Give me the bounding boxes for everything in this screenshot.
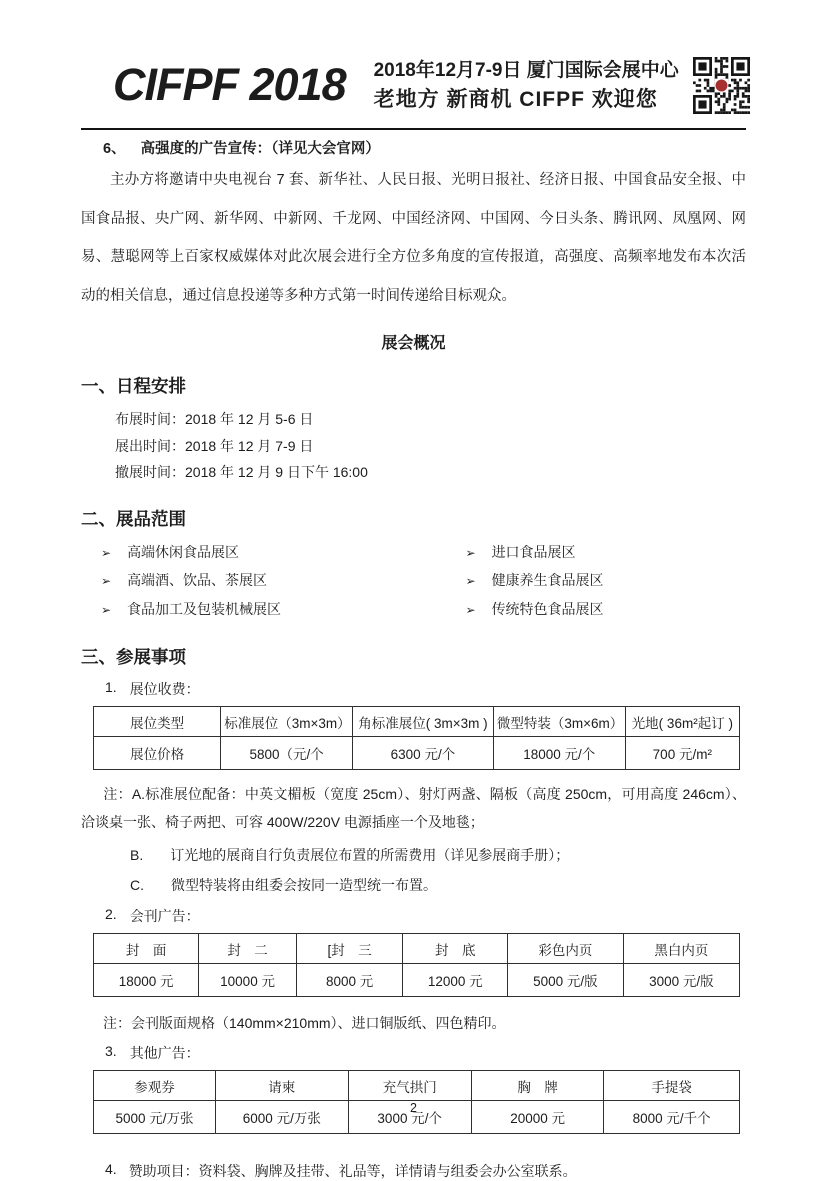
- table-cell: 展位价格: [94, 737, 221, 770]
- table-row: [94, 934, 740, 964]
- table-cell: 10000 元: [199, 964, 297, 997]
- note-label: C.: [130, 877, 144, 893]
- booth-fee-label: [81, 679, 746, 699]
- header-cell: 手提袋: [604, 1071, 740, 1101]
- header-cell: 封 底: [403, 934, 508, 964]
- qr-code-icon: [693, 57, 750, 114]
- table-cell: 5000 元/万张: [94, 1101, 216, 1134]
- note-text: 微型特装将由组委会按同一造型统一布置。: [171, 877, 437, 893]
- scope-label: 进口食品展区: [491, 543, 576, 560]
- note-label: B.: [130, 847, 144, 863]
- table-row: [94, 1071, 740, 1101]
- item-number: 2.: [105, 906, 117, 922]
- event-date-venue: 2018年12月7-9日 厦门国际会展中心: [373, 60, 679, 81]
- header-cell: 黑白内页: [623, 934, 739, 964]
- item-number: 4.: [105, 1161, 117, 1177]
- schedule-item: 布展时间：2018 年 12 月 5-6 日: [115, 411, 314, 427]
- promo-number: 6、: [103, 141, 126, 157]
- header-cell: 角标准展位( 3m×3m ): [353, 707, 494, 737]
- scope-item: [101, 539, 424, 568]
- promo-body: 主办方将邀请中央电视台 7 套、新华社、人民日报、光明日报社、经济日报、中国食品安全报、中国食品报、央广网、新华网、中新网、千龙网、中国经济网、中国网、今日头条、腾讯网、凤凰网、网易、慧聪网等上百家权威媒体对此次展会进行全方位多角度的宣传报道，高强度、高频率地发布本次活动的相关信息，通过信息投递等多种方式第一时间传递给目标观众。: [81, 172, 746, 304]
- schedule-item: 撤展时间：2018 年 12 月 9 日下午 16:00: [115, 464, 368, 480]
- booth-price-table: [93, 706, 740, 770]
- header-cell: 光地( 36m²起订 ): [625, 707, 739, 737]
- header-cell: 参观券: [94, 1071, 216, 1101]
- participation-heading: 三、参展事项: [81, 647, 186, 667]
- item-text: 展位收费：: [129, 681, 200, 697]
- promo-title: 高强度的广告宣传：（详见大会官网）: [140, 141, 380, 157]
- arrow-bullet-icon: ➢: [465, 545, 476, 560]
- table-cell: 18000 元/个: [493, 737, 625, 770]
- scope-item: [424, 539, 747, 568]
- header-cell: 封 二: [199, 934, 297, 964]
- overview-title: 展会概况: [381, 335, 446, 352]
- magazine-ad-table: [93, 933, 740, 997]
- table-cell: 18000 元: [94, 964, 199, 997]
- booth-note-a: 注：A.标准展位配备：中英文楣板（宽度 25cm）、射灯两盏、隔板（高度 250cm，可用高度 246cm）、洽谈桌一张、椅子两把、可容 400W/220V 电源插座一个及地毯；: [81, 786, 746, 830]
- table-cell: 20000 元: [471, 1101, 603, 1134]
- scope-heading: 二、展品范围: [81, 508, 186, 529]
- schedule-list: [81, 406, 746, 486]
- header-cell: [封 三: [296, 934, 403, 964]
- table-row: [94, 737, 740, 770]
- table-cell: 6300 元/个: [353, 737, 494, 770]
- page-number: 2: [410, 1101, 417, 1115]
- event-tagline: 老地方 新商机 CIFPF 欢迎您: [373, 88, 658, 111]
- other-ad-label: [81, 1043, 746, 1063]
- scope-item: [424, 567, 747, 596]
- item-text: 赞助项目：资料袋、胸牌及挂带、礼品等，详情请与组委会办公室联系。: [128, 1163, 577, 1179]
- booth-note-b: [81, 845, 746, 866]
- table-cell: 8000 元: [296, 964, 403, 997]
- header-cell: 封 面: [94, 934, 199, 964]
- note-text: 订光地的展商自行负责展位布置的所需费用（详见参展商手册）；: [170, 847, 570, 863]
- booth-note-c: [81, 875, 746, 896]
- scope-list: [81, 539, 746, 625]
- header-cell: 请柬: [216, 1071, 348, 1101]
- scope-label: 高端酒、饮品、茶展区: [127, 572, 268, 588]
- table-cell: 3000 元/版: [623, 964, 739, 997]
- header-cell: 彩色内页: [508, 934, 624, 964]
- table-cell: 5000 元/版: [508, 964, 624, 997]
- header-cell: 微型特装（3m×6m）: [493, 707, 625, 737]
- cifpf-logo: CIFPF 2018: [113, 59, 346, 110]
- scope-label: 传统特色食品展区: [491, 600, 604, 617]
- promo-heading: [81, 137, 746, 158]
- header-cell: 胸 牌: [471, 1071, 603, 1101]
- table-cell: 6000 元/万张: [216, 1101, 348, 1134]
- arrow-bullet-icon: ➢: [101, 545, 112, 560]
- table-row: [94, 964, 740, 997]
- schedule-item: 展出时间：2018 年 12 月 7-9 日: [115, 437, 314, 454]
- magazine-ad-label: [81, 906, 746, 926]
- scope-label: 高端休闲食品展区: [127, 543, 240, 560]
- item-text: 其他广告：: [129, 1045, 200, 1061]
- item-number: 1.: [105, 679, 117, 695]
- table-cell: 8000 元/千个: [604, 1101, 740, 1134]
- header-cell: 标准展位（3m×3m）: [221, 707, 353, 737]
- sponsor-item: [81, 1161, 746, 1181]
- scope-item: [101, 596, 424, 625]
- header-divider: [81, 128, 746, 130]
- scope-item: [101, 567, 424, 596]
- header-cell: 充气拱门: [348, 1071, 471, 1101]
- table-cell: 3000 元/个: [348, 1101, 471, 1134]
- header-info: [374, 56, 679, 114]
- scope-item: [424, 596, 747, 625]
- table-row: [94, 707, 740, 737]
- arrow-bullet-icon: ➢: [465, 574, 476, 588]
- table-cell: 5800（元/个: [221, 737, 353, 770]
- item-number: 3.: [105, 1043, 117, 1059]
- scope-label: 健康养生食品展区: [491, 572, 604, 588]
- arrow-bullet-icon: ➢: [101, 602, 112, 617]
- table-cell: 12000 元: [403, 964, 508, 997]
- header-cell: 展位类型: [94, 707, 221, 737]
- page-header: [81, 0, 746, 114]
- schedule-heading: 一、日程安排: [81, 376, 186, 396]
- magazine-note: 注：会刊版面规格（140mm×210mm）、进口铜版纸、四色精印。: [103, 1015, 506, 1031]
- arrow-bullet-icon: ➢: [465, 602, 476, 617]
- item-text: 会刊广告：: [129, 908, 200, 924]
- scope-label: 食品加工及包装机械展区: [127, 600, 282, 617]
- arrow-bullet-icon: ➢: [101, 574, 112, 588]
- table-cell: 700 元/m²: [625, 737, 739, 770]
